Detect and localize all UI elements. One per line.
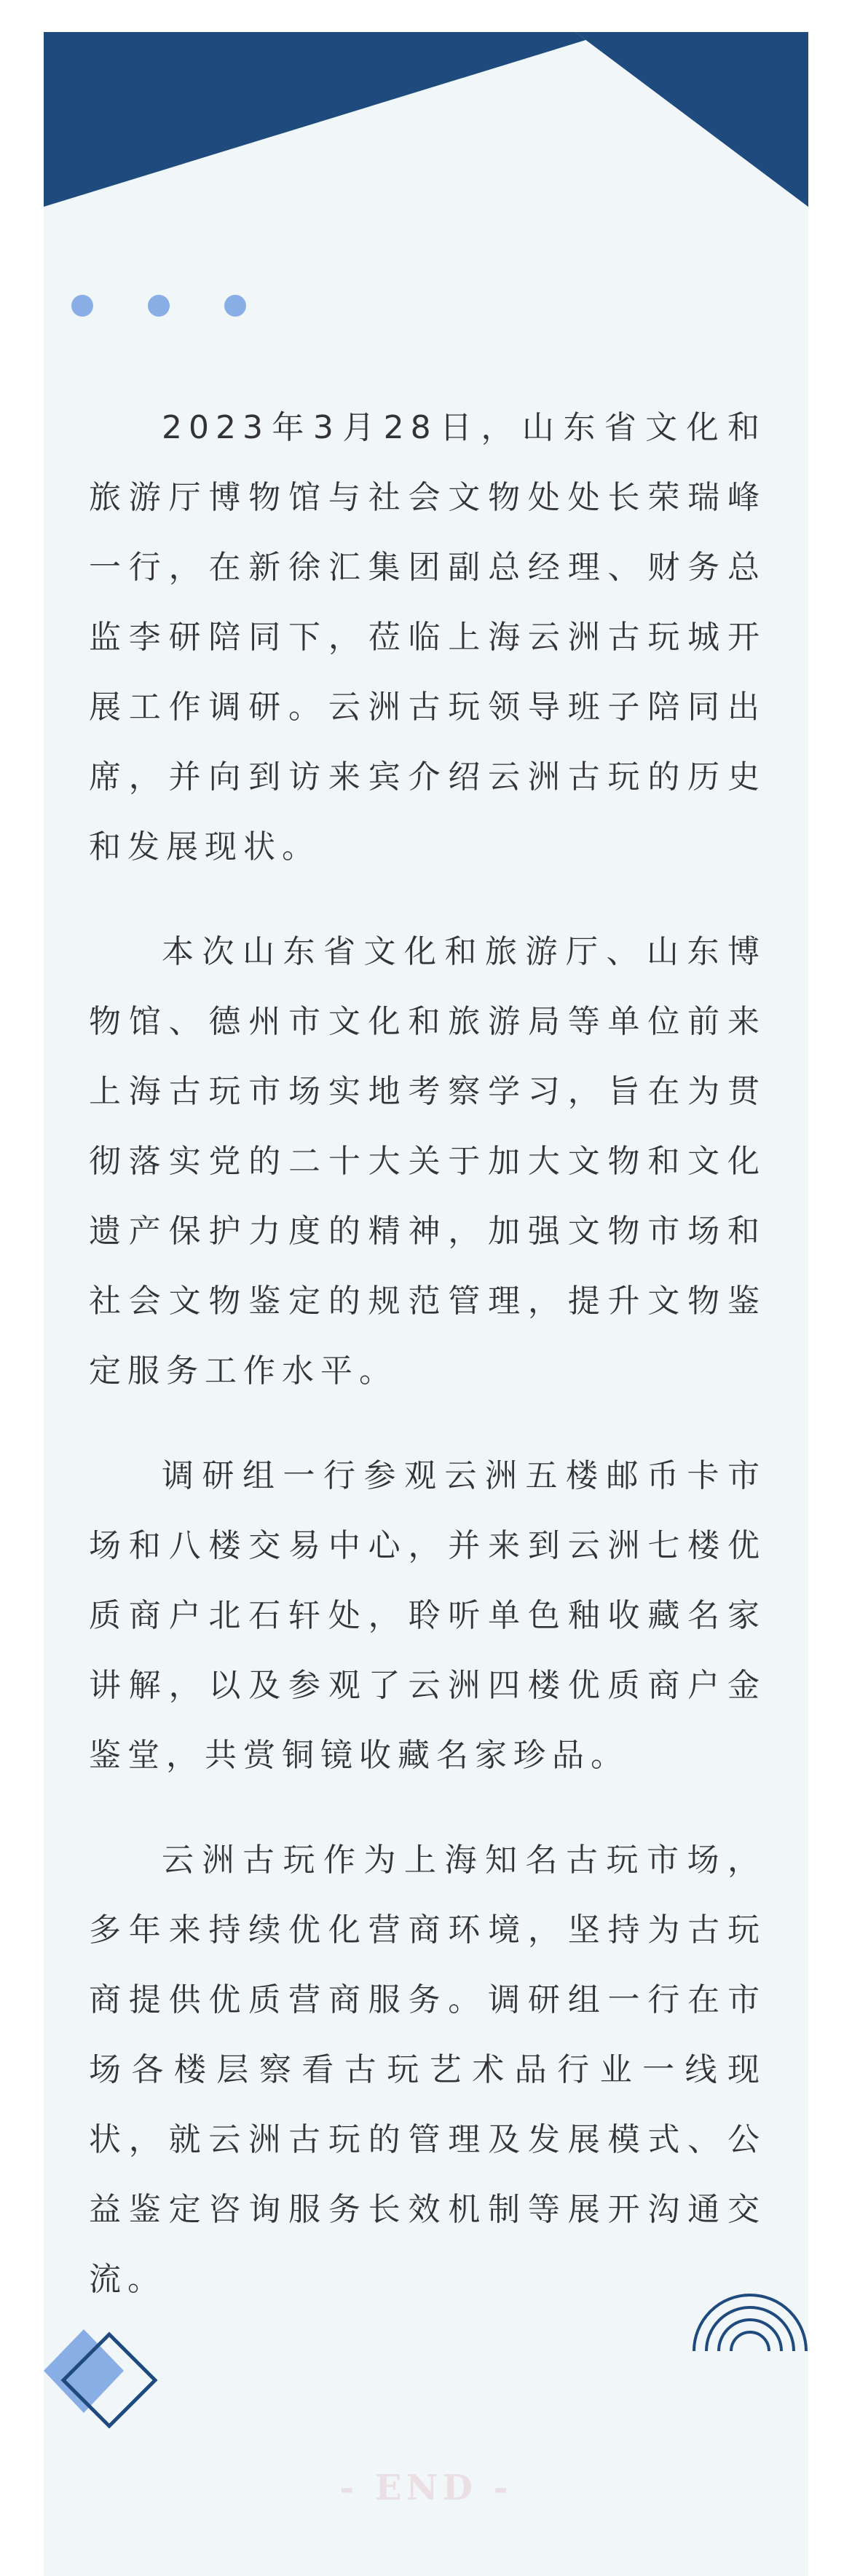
paragraph-2: 本次山东省文化和旅游厅、山东博物馆、德州市文化和旅游局等单位前来上海古玩市场实地考察学习，旨在为贯彻落实党的二十大关于加大文物和文化遗产保护力度的精神，加强文物市场和社会文物鉴定的规范管理，提升文物鉴定服务工作水平。 [89, 933, 766, 1390]
dot-2 [148, 295, 170, 317]
blue-diamond-icon [44, 2326, 167, 2435]
article-body [89, 393, 766, 2350]
concentric-arcs-icon [688, 2286, 812, 2351]
paragraph-3: 调研组一行参观云洲五楼邮币卡市场和八楼交易中心，并来到云洲七楼优质商户北石轩处，聆听单色釉收藏名家讲解，以及参观了云洲四楼优质商户金鉴堂，共赏铜镜收藏名家珍品。 [89, 1457, 766, 1774]
paragraph-4: 云洲古玩作为上海知名古玩市场，多年来持续优化营商环境，坚持为古玩商提供优质营商服务。调研组一行在市场各楼层察看古玩艺术品行业一线现状，就云洲古玩的管理及发展模式、公益鉴定咨询服务长效机制等展开沟通交流。 [89, 1842, 766, 2298]
header-banner [44, 32, 808, 207]
dot-3 [224, 295, 246, 317]
end-label: - END - [339, 2468, 513, 2508]
dot-1 [71, 295, 93, 317]
paragraph-1: 2023年3月28日，山东省文化和旅游厅博物馆与社会文物处处长荣瑞峰一行，在新徐汇集团副总经理、财务总监李研陪同下，莅临上海云洲古玩城开展工作调研。云洲古玩领导班子陪同出席，并向到访来宾介绍云洲古玩的历史和发展现状。 [89, 409, 766, 865]
